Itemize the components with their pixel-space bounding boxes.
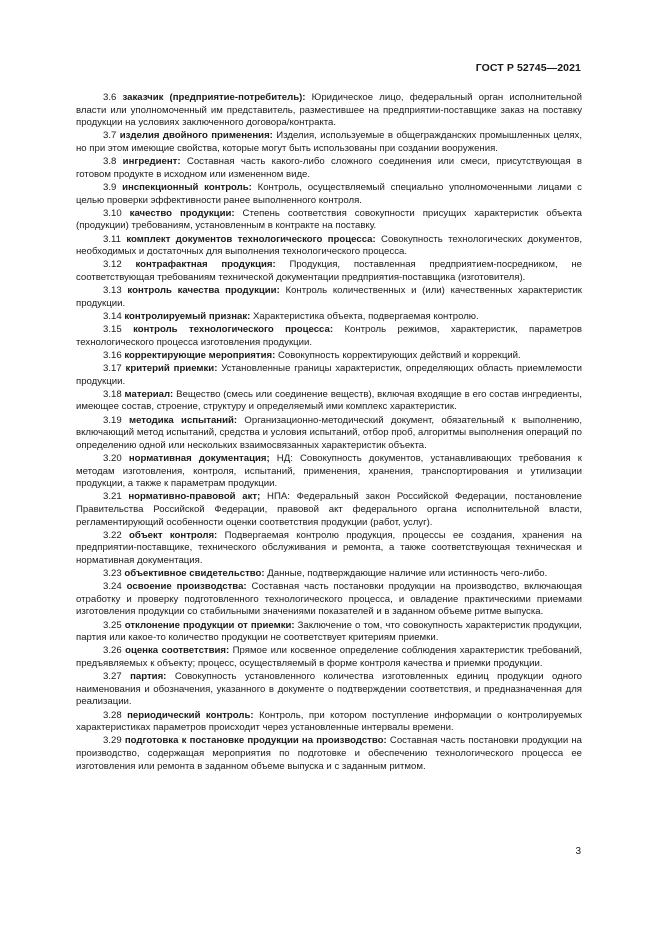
clause-number: 3.7 xyxy=(103,130,117,142)
term: корректирующие мероприятия: xyxy=(124,349,276,361)
clause-number: 3.9 xyxy=(103,181,117,193)
definition-entry xyxy=(76,671,582,709)
definition-text: Изделия, используемые в общегражданских промышленных целях, но при этом имеющие свойства, которые могут быть использованы при создании вооружения. xyxy=(76,130,583,154)
definition-text: Подвергаемая контролю продукция, процессы ее создания, хранения на предприятии-поставщике, технического обслуживания и ремонта, а также соответствующая техническая и нормативная документация. xyxy=(76,529,582,566)
term: контрафактная продукция: xyxy=(135,259,276,271)
term: оценка соответствия: xyxy=(125,645,230,657)
definition-text: Контроль, осуществляемый специально уполномоченными лицами с целью проверки эффективности ранее выполненного контроля. xyxy=(76,181,582,206)
definition-entry xyxy=(76,92,582,130)
term: заказчик (предприятие-потребитель): xyxy=(122,92,306,103)
clause-number: 3.28 xyxy=(103,709,122,721)
definition-entry xyxy=(76,415,582,453)
term: нормативная документация; xyxy=(128,452,270,464)
definition-text: Данные, подтверждающие наличие или истинность чего-либо. xyxy=(267,568,548,580)
clause-number: 3.15 xyxy=(103,324,122,336)
definition-text: Совокупность установленного количества изготовленных единиц продукции одного наименования и обозначения, указанного в документе о подтверждении соответствия, и предназначенная для реализации. xyxy=(76,671,583,708)
term: контроль качества продукции: xyxy=(127,285,280,297)
definition-entry xyxy=(76,581,582,619)
term: партия: xyxy=(130,671,167,683)
definition-entry xyxy=(76,735,582,773)
definition-entry xyxy=(76,182,582,207)
clause-number: 3.13 xyxy=(103,285,122,297)
clause-number: 3.20 xyxy=(103,452,122,464)
definition-entry xyxy=(76,645,582,670)
clause-number: 3.23 xyxy=(103,568,122,580)
definition-entry xyxy=(76,620,582,645)
clause-number: 3.6 xyxy=(103,92,117,103)
definition-entry xyxy=(76,453,582,491)
definition-text: Составная часть какого-либо сложного соединения или смеси, присутствующая в готовом продукте в исходном или измененном виде. xyxy=(76,156,583,180)
clause-number: 3.27 xyxy=(103,671,122,683)
definition-text: Совокупность технологических документов, необходимых и достаточных для выполнения технологического процесса. xyxy=(76,233,582,258)
clause-number: 3.10 xyxy=(103,207,122,219)
definition-text: Организационно-методический документ, обязательный к выполнению, включающий метод испытаний, средства и условия испытаний, отбор проб, алгоритмы выполнения операций по определению одной или нескольких взаимосвязанных характеристик объекта. xyxy=(76,414,582,451)
term: объект контроля: xyxy=(129,529,218,541)
term: изделия двойного применения: xyxy=(119,130,273,142)
definition-entry xyxy=(76,710,582,735)
definition-text: Продукция, поставленная предприятием-посредником, не соответствующая требованиям технической документации предприятия-поставщика (изготовителя). xyxy=(76,259,583,283)
clause-number: 3.22 xyxy=(103,529,122,541)
clause-number: 3.8 xyxy=(103,156,117,168)
page-number: 3 xyxy=(575,846,581,857)
definition-text: Совокупность корректирующих действий и коррекций. xyxy=(277,349,521,361)
definition-entry xyxy=(76,156,582,181)
standard-header: ГОСТ Р 52745—2021 xyxy=(475,62,581,74)
definition-entry xyxy=(76,234,582,259)
term: периодический контроль: xyxy=(127,709,254,721)
term: ингредиент: xyxy=(122,156,181,168)
clause-number: 3.25 xyxy=(103,619,122,631)
definition-text: Степень соответствия совокупности присущих характеристик объекта (продукции) требованиям, установленным в контракте на поставку. xyxy=(76,207,583,232)
definitions-list xyxy=(76,92,582,774)
definition-text: Составная часть постановки продукции на производство, включающая отработку и проверку подготовленного технологического процесса, и овладение практическими приемами изготовления продукции со стабильными значениями показателей и в заданном объеме ритме выпуска. xyxy=(76,581,583,618)
clause-number: 3.11 xyxy=(103,233,121,245)
clause-number: 3.26 xyxy=(103,645,122,657)
definition-text: НД: Совокупность документов, устанавливающих требования к методам изготовления, контроля, испытаний, применения, хранения, транспортирования и утилизации продукции, а также к параметрам продукции. xyxy=(76,452,582,490)
definition-text: Прямое или косвенное определение соблюдения характеристик требований, предъявляемых к объекту; процесс, осуществляемый в форме контроля качества и приемки продукции. xyxy=(76,645,582,669)
definition-text: Юридическое лицо, федеральный орган исполнительной власти или уполномоченный им представитель, разместившее на предприятии-поставщике заказ на поставку продукции на условиях заключенного договора/контракта. xyxy=(76,92,582,129)
clause-number: 3.21 xyxy=(103,491,122,503)
definition-text: Контроль количественных и (или) качественных характеристик продукции. xyxy=(76,285,583,309)
definition-text: Контроль режимов, характеристик, параметров технологического процесса изготовления продукции. xyxy=(76,324,582,348)
definition-entry xyxy=(76,363,582,388)
definition-entry xyxy=(76,530,582,568)
term: инспекционный контроль: xyxy=(122,181,252,193)
definition-text: Вещество (смесь или соединение веществ), включая входящие в его состав ингредиенты, имеющее состав, строение, структуру и определяемый ими комплекс характеристик. xyxy=(76,388,582,413)
definition-text: Установленные границы характеристик, определяющих область приемлемости продукции. xyxy=(76,363,583,387)
term: отклонение продукции от приемки: xyxy=(124,619,295,631)
clause-number: 3.29 xyxy=(103,735,122,747)
definition-entry xyxy=(76,350,582,363)
term: качество продукции: xyxy=(129,207,235,219)
definition-text: Заключение о том, что совокупность характеристик продукции, партия или какое-то количество продукции не соответствует критериям приемки. xyxy=(76,619,582,644)
definition-entry xyxy=(76,311,582,324)
term: контроль технологического процесса: xyxy=(133,324,334,336)
clause-number: 3.24 xyxy=(103,581,122,593)
term: объективное свидетельство: xyxy=(124,568,265,580)
clause-number: 3.16 xyxy=(103,349,122,361)
clause-number: 3.18 xyxy=(103,388,122,400)
term: освоение производства: xyxy=(126,581,247,593)
term: комплект документов технологического процесса: xyxy=(126,233,376,245)
term: критерий приемки: xyxy=(125,363,218,374)
clause-number: 3.19 xyxy=(103,414,122,426)
definition-text: НПА: Федеральный закон Российской Федерации, постановление Правительства Российской Федерации, правовой акт федерального органа исполнительной власти, регламентирующий особенности оценки соответствия продукции (работ, услуг). xyxy=(76,491,582,528)
definition-entry xyxy=(76,389,582,414)
definition-text: Характеристика объекта, подвергаемая контролю. xyxy=(253,310,479,322)
term: методика испытаний: xyxy=(129,414,238,426)
definition-entry xyxy=(76,130,582,155)
definition-entry xyxy=(76,324,582,349)
definition-entry xyxy=(76,285,582,310)
definition-entry xyxy=(76,259,582,284)
definition-entry xyxy=(76,491,582,529)
definition-text: Составная часть постановки продукции на производство, содержащая мероприятия по подготовке и обеспечению технологического процесса ее изготовления или ремонта в заданном объеме выпуска и с заданным ритмом. xyxy=(76,735,583,772)
term: контролируемый признак: xyxy=(124,310,251,322)
clause-number: 3.17 xyxy=(103,363,122,374)
definition-text: Контроль, при котором поступление информации о контролируемых характеристиках параметров происходит через установленные интервалы времени. xyxy=(76,709,583,734)
clause-number: 3.14 xyxy=(103,310,122,322)
definition-entry xyxy=(76,568,582,581)
term: нормативно-правовой акт; xyxy=(128,491,261,503)
definition-entry xyxy=(76,208,582,233)
clause-number: 3.12 xyxy=(103,259,122,271)
term: подготовка к постановке продукции на производство: xyxy=(124,735,387,747)
term: материал: xyxy=(124,388,174,400)
